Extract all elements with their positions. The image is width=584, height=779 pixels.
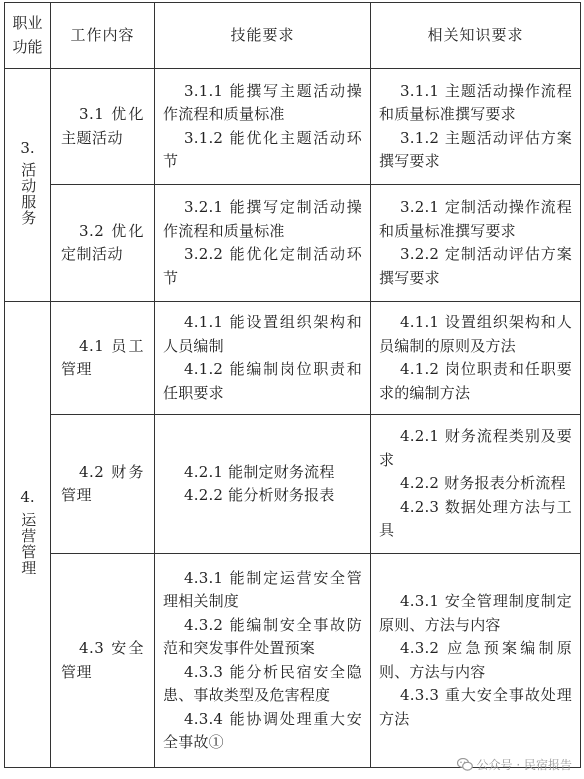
- knowledge-item: 4.3.3 重大安全事故处理方法: [379, 686, 572, 728]
- knowledge-item: 4.1.1 设置组织架构和人员编制的原则及方法: [379, 313, 572, 355]
- work-content: 3.2 优化定制活动: [61, 221, 144, 263]
- function-name: 活动服务: [19, 162, 38, 226]
- watermark: [457, 756, 572, 773]
- knowledge-item: 4.3.1 安全管理制度制定原则、方法与内容: [379, 592, 572, 634]
- knowledge-cell: [371, 69, 581, 185]
- skill-item: 4.1.1 能设置组织架构和人员编制: [163, 313, 362, 355]
- function-number: 3.: [20, 138, 35, 157]
- knowledge-item: 3.2.2 定制活动评估方案撰写要求: [379, 245, 572, 287]
- knowledge-item: 3.2.1 定制活动操作流程和质量标准撰写要求: [379, 198, 572, 240]
- table-row: [5, 185, 581, 302]
- work-content: 4.3 安全管理: [61, 639, 144, 681]
- skill-item: 4.2.2 能分析财务报表: [184, 486, 335, 504]
- function-cell-activity-service: [5, 69, 51, 302]
- skill-item: 3.1.2 能优化主题活动环节: [163, 128, 362, 170]
- knowledge-item: 3.1.2 主题活动评估方案撰写要求: [379, 128, 572, 170]
- wechat-icon: [457, 758, 473, 771]
- watermark-text: 公众号 · 民宿报告: [476, 758, 572, 772]
- skill-item: 4.3.4 能协调处理重大安全事故①: [163, 709, 362, 751]
- knowledge-cell: [371, 415, 581, 554]
- knowledge-item: 4.3.2 应急预案编制原则、方法与内容: [379, 639, 572, 681]
- knowledge-item: 4.2.1 财务流程类别及要求: [379, 427, 572, 469]
- skill-item: 4.1.2 能编制岗位职责和任职要求: [163, 360, 362, 402]
- work-content-cell: [51, 554, 155, 768]
- standards-table: [4, 2, 581, 768]
- table-row: [5, 415, 581, 554]
- work-content: 4.2 财务管理: [61, 462, 144, 504]
- knowledge-cell: [371, 185, 581, 302]
- header-content: 工作内容: [51, 3, 155, 69]
- table-row: [5, 69, 581, 185]
- skill-item: 3.2.2 能优化定制活动环节: [163, 245, 362, 287]
- skills-cell: [155, 415, 371, 554]
- knowledge-item: 4.1.2 岗位职责和任职要求的编制方法: [379, 360, 572, 402]
- table-row: [5, 554, 581, 768]
- work-content-cell: [51, 69, 155, 185]
- skill-item: 4.3.1 能制定运营安全管理相关制度: [163, 568, 362, 610]
- knowledge-item: 4.2.2 财务报表分析流程: [400, 474, 566, 493]
- header-function: 职业功能: [5, 3, 51, 69]
- function-cell-operations-management: [5, 302, 51, 768]
- knowledge-item: 4.2.3 数据处理方法与工具: [379, 497, 572, 540]
- skill-item: 4.3.2 能编制安全事故防范和突发事件处置预案: [163, 615, 362, 657]
- skills-cell: [155, 554, 371, 768]
- knowledge-cell: [371, 554, 581, 768]
- skills-cell: [155, 69, 371, 185]
- function-number: 4.: [20, 488, 35, 506]
- header-skills: 技能要求: [155, 3, 371, 69]
- skills-cell: [155, 185, 371, 302]
- work-content-cell: [51, 302, 155, 415]
- work-content-cell: [51, 185, 155, 302]
- function-name: 运营管理: [19, 511, 38, 576]
- skill-item: 4.3.3 能分析民宿安全隐患、事故类型及危害程度: [163, 662, 362, 704]
- header-knowledge: 相关知识要求: [371, 3, 581, 69]
- header-row: [5, 3, 581, 69]
- knowledge-cell: [371, 302, 581, 415]
- skill-item: 3.1.1 能撰写主题活动操作流程和质量标准: [163, 81, 362, 123]
- table-row: [5, 302, 581, 415]
- work-content-cell: [51, 415, 155, 554]
- skill-item: 4.2.1 能制定财务流程: [184, 462, 335, 481]
- skills-cell: [155, 302, 371, 415]
- skill-item: 3.2.1 能撰写定制活动操作流程和质量标准: [163, 198, 362, 240]
- knowledge-item: 3.1.1 主题活动操作流程和质量标准撰写要求: [379, 81, 572, 123]
- work-content: 4.1 员工管理: [61, 336, 144, 378]
- work-content: 3.1 优化主题活动: [61, 105, 144, 147]
